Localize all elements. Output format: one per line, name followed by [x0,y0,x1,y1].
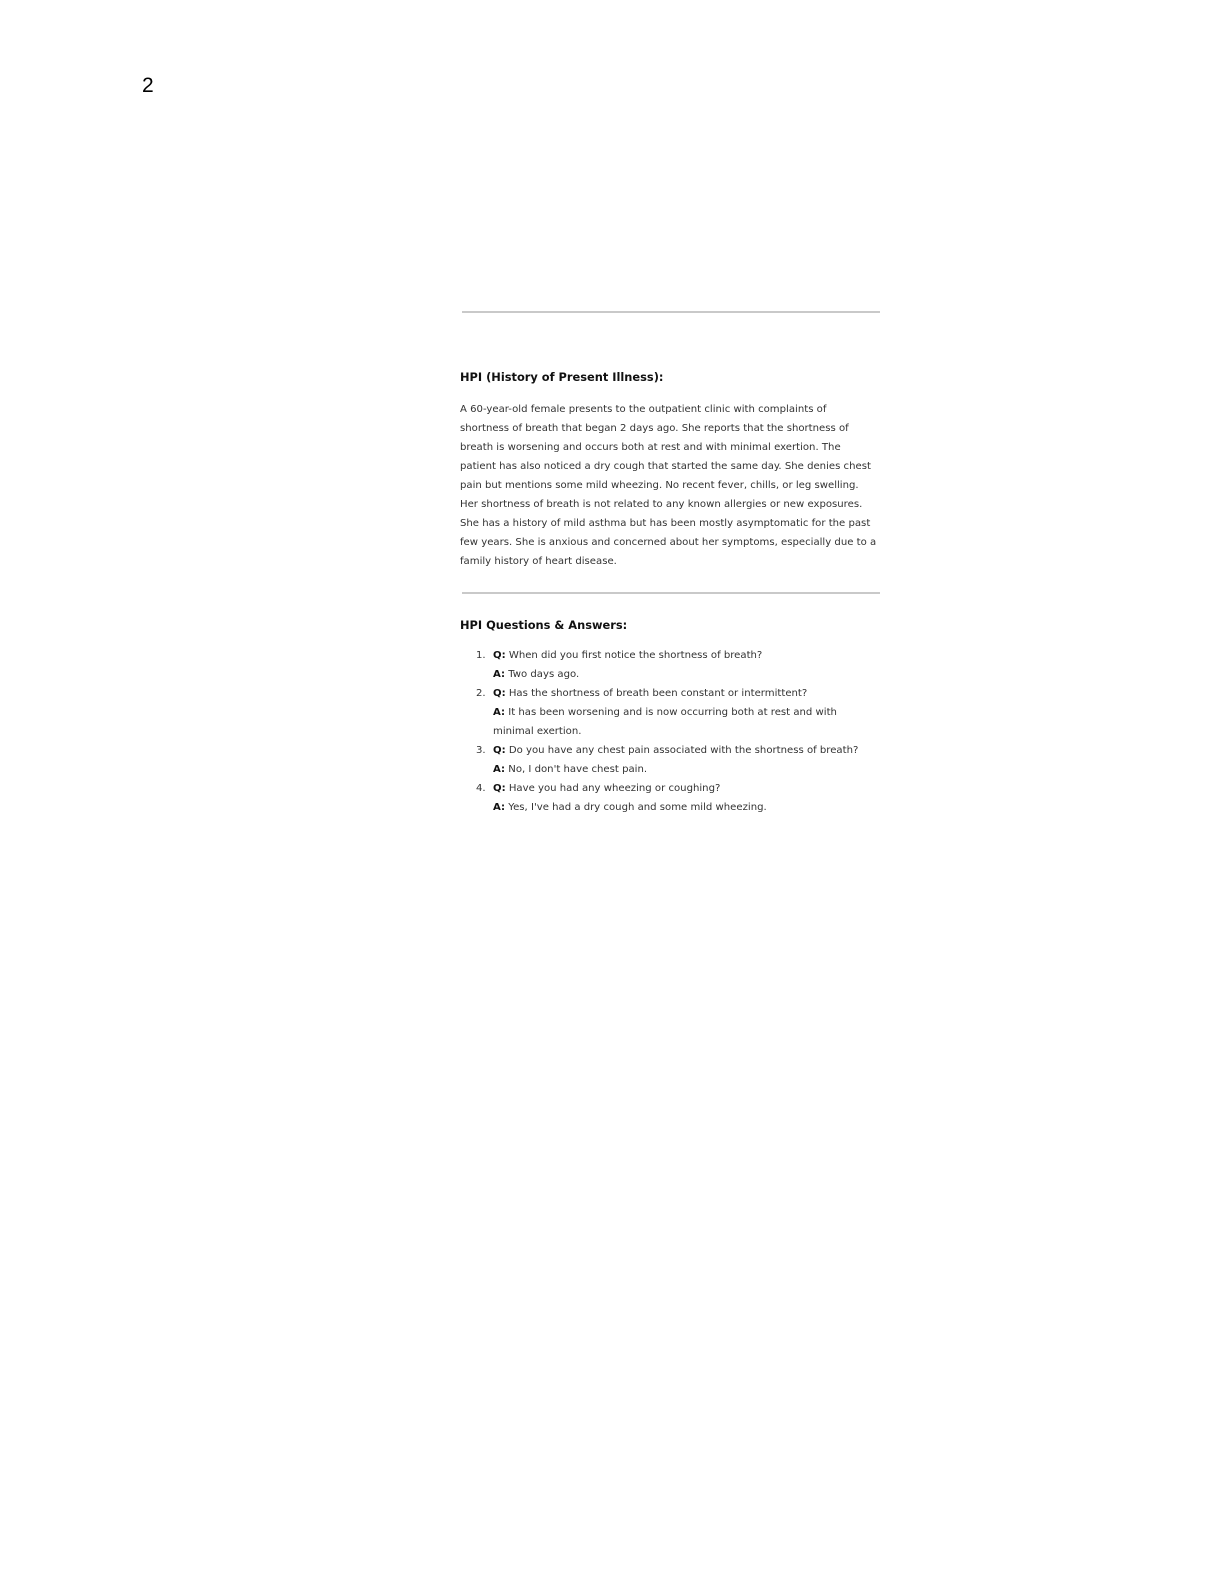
question-tag: Q: [493,650,506,661]
answer-line [493,798,876,817]
qa-number: 4. [476,783,486,794]
answer-text: It has been worsening and is now occurring both at rest and with minimal exertion. [493,707,837,737]
hpi-heading: HPI (History of Present Illness): [460,370,664,384]
question-line [493,684,876,703]
question-text: Have you had any wheezing or coughing? [508,783,721,794]
question-tag: Q: [493,688,506,699]
middle-divider [462,592,880,594]
question-text: When did you first notice the shortness of breath? [508,650,763,661]
question-tag: Q: [493,783,506,794]
question-text: Do you have any chest pain associated with the shortness of breath? [508,745,859,756]
answer-text: Yes, I've had a dry cough and some mild wheezing. [508,802,767,813]
embedded-document-image [459,300,884,825]
qa-number: 2. [476,688,486,699]
answer-tag: A: [493,669,506,680]
answer-text: Two days ago. [508,669,580,680]
question-line [493,646,876,665]
answer-tag: A: [493,802,506,813]
qa-item [476,779,876,817]
answer-tag: A: [493,764,506,775]
answer-tag: A: [493,707,506,718]
question-line [493,779,876,798]
qa-item [476,684,876,741]
answer-line [493,703,876,741]
answer-line [493,760,876,779]
hpi-paragraph: A 60-year-old female presents to the outpatient clinic with complaints of shortness of breath that began 2 days ago. She reports that the shortness of breath is worsening and occurs both at rest and with minimal exertion. The patient has also noticed a dry cough that started the same day. She denies chest pain but mentions some mild wheezing. No recent fever, chills, or leg swelling. Her shortness of breath is not related to any known allergies or new exposures. She has a history of mild asthma but has been mostly asymptomatic for the past few years. She is anxious and concerned about her symptoms, especially due to a family history of heart disease. [460,404,877,567]
qa-item [476,646,876,684]
qa-heading: HPI Questions & Answers: [460,618,628,632]
qa-number: 3. [476,745,486,756]
question-text: Has the shortness of breath been constant or intermittent? [508,688,808,699]
answer-line [493,665,876,684]
top-divider [462,311,880,313]
answer-text: No, I don't have chest pain. [508,764,648,775]
qa-number: 1. [476,650,486,661]
qa-list [476,646,876,817]
question-line [493,741,876,760]
page-number: 2 [142,74,154,97]
question-tag: Q: [493,745,506,756]
qa-item [476,741,876,779]
